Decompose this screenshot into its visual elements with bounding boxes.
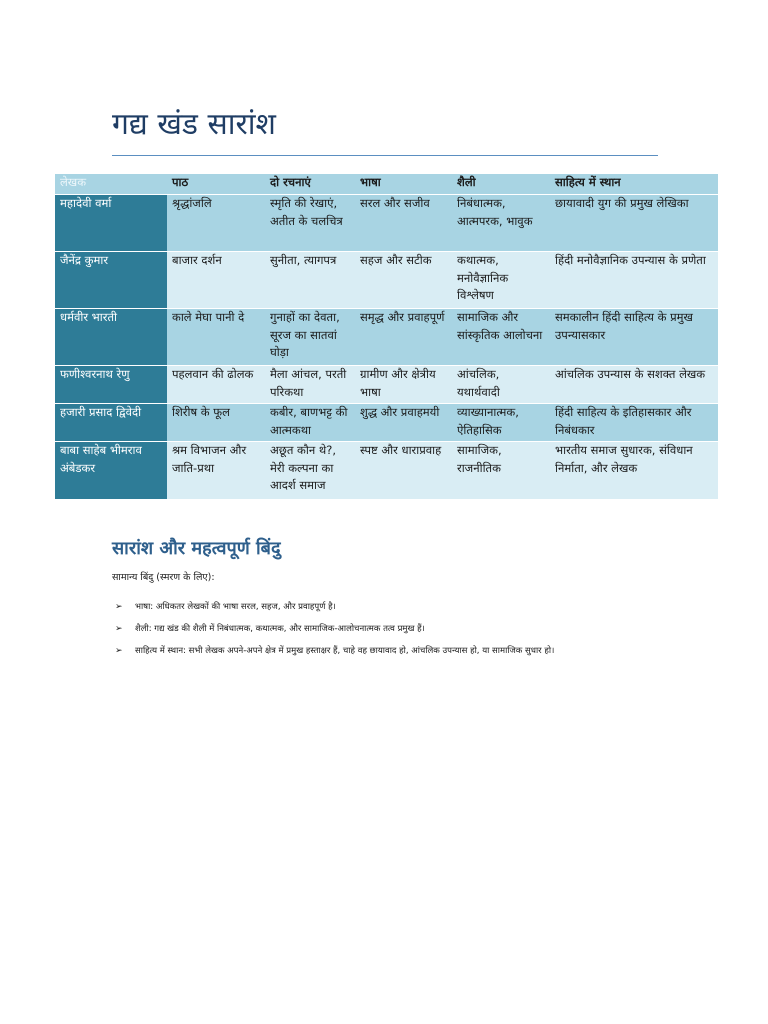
list-item-text: साहित्य में स्थान: सभी लेखक अपने-अपने क्षेत्र में प्रमुख हस्ताक्षर हैं, चाहे वह छायावाद हो, आंचलिक उपन्यास हो, या सामाजिक सुधार हो।	[135, 646, 555, 656]
cell-author: हजारी प्रसाद द्विवेदी	[55, 404, 167, 442]
arrow-bullet-icon: ➢	[115, 646, 123, 656]
cell-text: काले मेघा पानी दे	[167, 309, 265, 366]
table-row	[55, 442, 718, 499]
cell-text: बाजार दर्शन	[167, 252, 265, 309]
cell-works: स्मृति की रेखाएं, अतीत के चलचित्र	[265, 195, 355, 252]
cell-style: व्याख्यानात्मक, ऐतिहासिक	[452, 404, 550, 442]
cell-literary-place: हिंदी मनोवैज्ञानिक उपन्यास के प्रणेता	[550, 252, 718, 309]
list-item-text: भाषा: अधिकतर लेखकों की भाषा सरल, सहज, और प्रवाहपूर्ण है।	[135, 602, 336, 612]
cell-text: श्रम विभाजन और जाति-प्रथा	[167, 442, 265, 499]
list-item	[115, 622, 715, 644]
summary-intro: सामान्य बिंदु (स्मरण के लिए):	[112, 572, 215, 583]
cell-works: कबीर, बाणभट्ट की आत्मकथा	[265, 404, 355, 442]
cell-style: सामाजिक, राजनीतिक	[452, 442, 550, 499]
table-row	[55, 195, 718, 252]
table-header-row	[55, 174, 718, 195]
cell-language: समृद्ध और प्रवाहपूर्ण	[355, 309, 452, 366]
cell-literary-place: आंचलिक उपन्यास के सशक्त लेखक	[550, 366, 718, 404]
column-header-literary-place: साहित्य में स्थान	[550, 174, 718, 195]
column-header-language: भाषा	[355, 174, 452, 195]
title-underline	[112, 155, 658, 156]
column-header-author: लेखक	[55, 174, 167, 195]
page-title: गद्य खंड सारांश	[112, 107, 276, 142]
cell-works: मैला आंचल, परती परिकथा	[265, 366, 355, 404]
table-row	[55, 366, 718, 404]
cell-language: सहज और सटीक	[355, 252, 452, 309]
cell-author: फणीश्वरनाथ रेणु	[55, 366, 167, 404]
cell-author: महादेवी वर्मा	[55, 195, 167, 252]
cell-text: श्रृद्धांजलि	[167, 195, 265, 252]
cell-style: कथात्मक, मनोवैज्ञानिक विश्लेषण	[452, 252, 550, 309]
cell-language: ग्रामीण और क्षेत्रीय भाषा	[355, 366, 452, 404]
cell-literary-place: भारतीय समाज सुधारक, संविधान निर्माता, और लेखक	[550, 442, 718, 499]
arrow-bullet-icon: ➢	[115, 602, 123, 612]
authors-summary-table	[55, 174, 718, 499]
arrow-bullet-icon: ➢	[115, 624, 123, 634]
table-row	[55, 309, 718, 366]
summary-points-list	[115, 600, 715, 666]
cell-style: निबंधात्मक, आत्मपरक, भावुक	[452, 195, 550, 252]
table-row	[55, 404, 718, 442]
list-item	[115, 644, 715, 666]
column-header-text: पाठ	[167, 174, 265, 195]
cell-author: धर्मवीर भारती	[55, 309, 167, 366]
cell-language: शुद्ध और प्रवाहमयी	[355, 404, 452, 442]
list-item	[115, 600, 715, 622]
cell-works: गुनाहों का देवता, सूरज का सातवां घोड़ा	[265, 309, 355, 366]
cell-language: सरल और सजीव	[355, 195, 452, 252]
column-header-works: दो रचनाएं	[265, 174, 355, 195]
cell-author: बाबा साहेब भीमराव अंबेडकर	[55, 442, 167, 499]
cell-style: सामाजिक और सांस्कृतिक आलोचना	[452, 309, 550, 366]
table-row	[55, 252, 718, 309]
cell-style: आंचलिक, यथार्थवादी	[452, 366, 550, 404]
cell-language: स्पष्ट और धाराप्रवाह	[355, 442, 452, 499]
cell-works: अछूत कौन थे?, मेरी कल्पना का आदर्श समाज	[265, 442, 355, 499]
cell-literary-place: समकालीन हिंदी साहित्य के प्रमुख उपन्यासकार	[550, 309, 718, 366]
column-header-style: शैली	[452, 174, 550, 195]
cell-text: शिरीष के फूल	[167, 404, 265, 442]
cell-text: पहलवान की ढोलक	[167, 366, 265, 404]
cell-literary-place: छायावादी युग की प्रमुख लेखिका	[550, 195, 718, 252]
cell-works: सुनीता, त्यागपत्र	[265, 252, 355, 309]
list-item-text: शैली: गद्य खंड की शैली में निबंधात्मक, कथात्मक, और सामाजिक-आलोचनात्मक तत्व प्रमुख हैं।	[135, 624, 425, 634]
cell-author: जैनेंद्र कुमार	[55, 252, 167, 309]
summary-heading: सारांश और महत्वपूर्ण बिंदु	[112, 538, 281, 559]
cell-literary-place: हिंदी साहित्य के इतिहासकार और निबंधकार	[550, 404, 718, 442]
